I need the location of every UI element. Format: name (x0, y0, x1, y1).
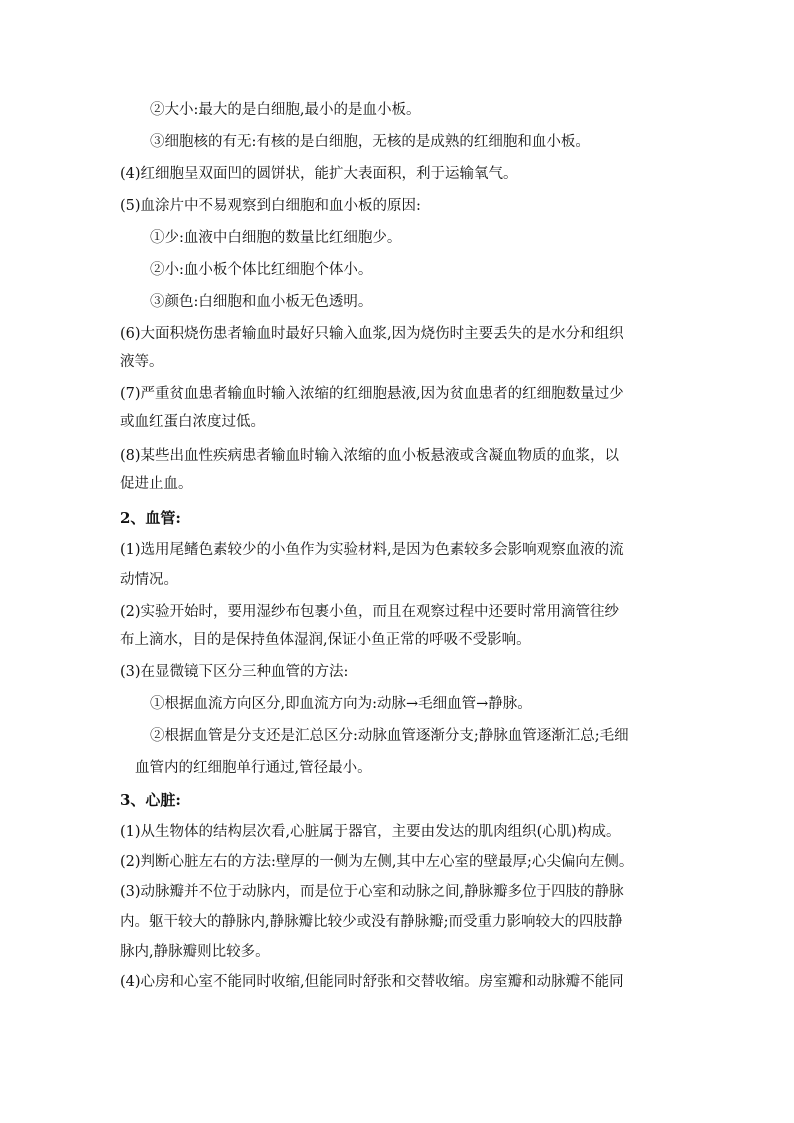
text-line: (1)从生物体的结构层次看,心脏属于器官，主要由发达的肌肉组织(心肌)构成。 (120, 824, 621, 840)
text-line: 内。躯干较大的静脉内,静脉瓣比较少或没有静脉瓣;而受重力影响较大的四肢静 (120, 914, 623, 930)
text-line: (7)严重贫血患者输血时输入浓缩的红细胞悬液,因为贫血患者的红细胞数量过少 (120, 386, 624, 402)
text-line: (2)实验开始时，要用湿纱布包裹小鱼，而且在观察过程中还要时常用滴管往纱 (120, 604, 620, 620)
text-line: (3)动脉瓣并不位于动脉内，而是位于心室和动脉之间,静脉瓣多位于四肢的静脉 (120, 884, 624, 900)
text-line: 血管内的红细胞单行通过,管径最小。 (135, 760, 372, 776)
text-line: (5)血涂片中不易观察到白细胞和血小板的原因: (120, 198, 421, 214)
text-line: ②小:血小板个体比红细胞个体小。 (150, 262, 373, 278)
text-line: ③颜色:白细胞和血小板无色透明。 (150, 294, 373, 310)
text-line: (4)红细胞呈双面凹的圆饼状，能扩大表面积，利于运输氧气。 (120, 166, 518, 182)
text-line: (8)某些出血性疾病患者输血时输入浓缩的血小板悬液或含凝血物质的血浆，以 (120, 448, 620, 464)
text-line: (3)在显微镜下区分三种血管的方法: (120, 664, 349, 680)
text-line: (6)大面积烧伤患者输血时最好只输入血浆,因为烧伤时主要丢失的是水分和组织 (120, 326, 624, 342)
section-heading: 2、血管: (120, 509, 181, 527)
text-line: ②大小:最大的是白细胞,最小的是血小板。 (150, 102, 421, 118)
text-line: ③细胞核的有无:有核的是白细胞，无核的是成熟的红细胞和血小板。 (150, 134, 590, 150)
text-line: 促进止血。 (120, 476, 193, 492)
text-line: 脉内,静脉瓣则比较多。 (120, 944, 270, 960)
text-line: ②根据血管是分支还是汇总区分:动脉血管逐渐分支;静脉血管逐渐汇总;毛细 (150, 728, 629, 744)
text-line: 液等。 (120, 354, 164, 370)
text-line: 动情况。 (120, 572, 178, 588)
text-line: 或血红蛋白浓度过低。 (120, 414, 265, 430)
text-line: 布上滴水，目的是保持鱼体湿润,保证小鱼正常的呼吸不受影响。 (120, 632, 531, 648)
text-line: (1)选用尾鳍色素较少的小鱼作为实验材料,是因为色素较多会影响观察血液的流 (120, 542, 624, 558)
text-line: (4)心房和心室不能同时收缩,但能同时舒张和交替收缩。房室瓣和动脉瓣不能同 (120, 974, 624, 990)
section-heading: 3、心脏: (120, 791, 181, 809)
text-line: ①少:血液中白细胞的数量比红细胞少。 (150, 230, 402, 246)
text-line: ①根据血流方向区分,即血流方向为:动脉→毛细血管→静脉。 (150, 696, 532, 712)
text-line: (2)判断心脏左右的方法:壁厚的一侧为左侧,其中左心室的壁最厚;心尖偏向左侧。 (120, 854, 634, 870)
